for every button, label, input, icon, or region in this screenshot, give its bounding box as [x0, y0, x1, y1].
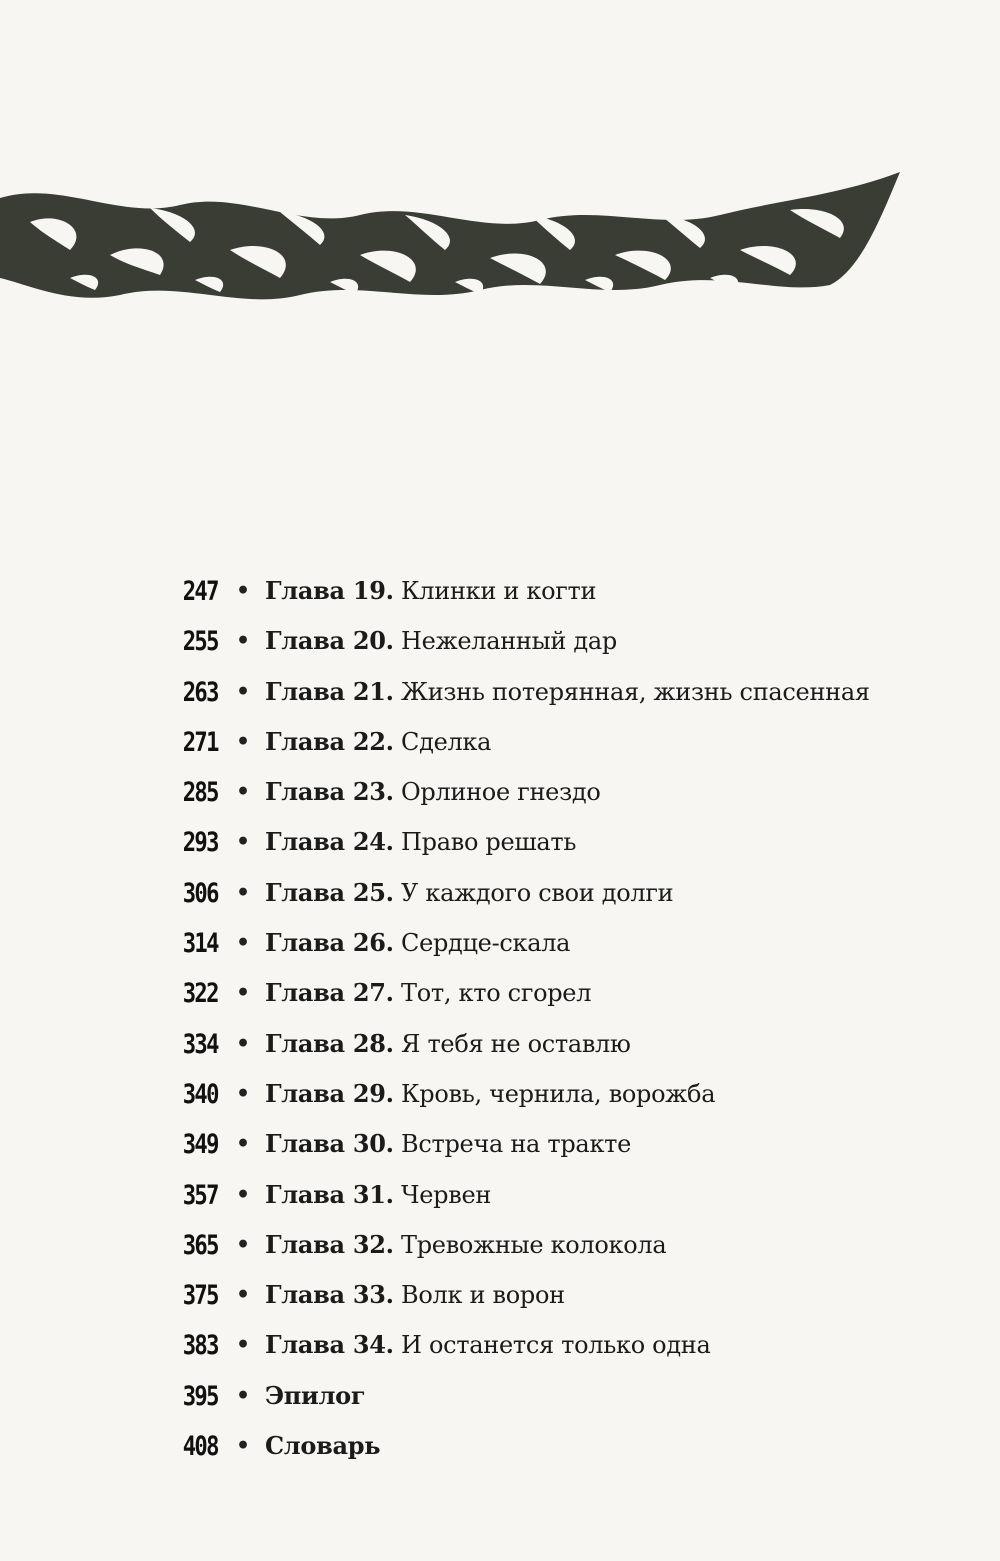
chapter-title: Тот, кто сгорел — [401, 979, 592, 1008]
bullet-separator: • — [236, 1181, 251, 1208]
toc-entry-text — [265, 1029, 631, 1058]
bullet-separator: • — [236, 980, 251, 1007]
bullet-separator: • — [236, 1382, 251, 1409]
page-number: 357 — [182, 1179, 218, 1211]
page-number: 314 — [182, 928, 218, 960]
bullet-separator: • — [236, 628, 251, 655]
bullet-separator: • — [236, 930, 251, 957]
page-number: 383 — [182, 1330, 218, 1362]
toc-entry-text — [265, 626, 617, 655]
chapter-title: Червен — [401, 1180, 492, 1209]
chapter-title: Орлиное гнездо — [401, 778, 601, 807]
page-number: 247 — [182, 576, 218, 607]
toc-entry-text — [265, 1230, 666, 1259]
toc-entry-text — [265, 1079, 715, 1108]
page-number: 408 — [182, 1431, 218, 1463]
chapter-label: Глава 22. — [265, 726, 394, 756]
toc-entry — [0, 568, 1000, 618]
toc-entry — [0, 1272, 1000, 1322]
toc-entry — [0, 1222, 1000, 1272]
toc-entry — [0, 1172, 1000, 1222]
toc-entry — [0, 819, 1000, 869]
bullet-separator: • — [236, 1231, 251, 1258]
chapter-label: Глава 28. — [265, 1028, 394, 1058]
page-number: 365 — [182, 1229, 218, 1261]
toc-entry-text — [265, 1431, 380, 1460]
page-number: 285 — [182, 777, 218, 809]
toc-entry-text — [265, 777, 600, 806]
chapter-title: У каждого свои долги — [401, 878, 674, 907]
page-number: 349 — [182, 1129, 218, 1161]
toc-entry-text — [265, 727, 491, 756]
toc-entry-text — [265, 1330, 711, 1359]
page-number: 263 — [182, 676, 218, 708]
toc-entry-text — [265, 1280, 565, 1309]
chapter-label: Глава 26. — [265, 928, 394, 958]
toc-entry — [0, 719, 1000, 769]
bullet-separator: • — [236, 1080, 251, 1107]
chapter-title: Сердце-скала — [401, 929, 571, 958]
toc-entry — [0, 870, 1000, 920]
bullet-separator: • — [236, 879, 251, 906]
toc-entry-text — [265, 1381, 365, 1410]
bullet-separator: • — [236, 578, 251, 604]
bullet-separator: • — [236, 1030, 251, 1057]
toc-entry — [0, 1373, 1000, 1423]
chapter-label: Глава 33. — [265, 1280, 394, 1310]
toc-entry-text — [265, 928, 570, 957]
toc-entry — [0, 1121, 1000, 1171]
chapter-title: Право решать — [401, 828, 577, 857]
bullet-separator: • — [236, 728, 251, 755]
toc-entry — [0, 1322, 1000, 1372]
toc-entry — [0, 669, 1000, 719]
toc-entry-text — [265, 677, 870, 706]
chapter-label: Глава 30. — [265, 1129, 394, 1159]
chapter-label: Глава 25. — [265, 877, 394, 907]
page-number: 334 — [182, 1028, 218, 1060]
page-number: 395 — [182, 1380, 218, 1412]
chapter-title: Нежеланный дар — [401, 627, 617, 656]
toc-entry-text — [265, 878, 673, 907]
chapter-title: Сделка — [401, 727, 492, 756]
chapter-label: Глава 27. — [265, 978, 394, 1008]
chapter-label: Глава 21. — [265, 676, 394, 706]
toc-entry — [0, 1423, 1000, 1473]
chapter-label: Словарь — [265, 1431, 381, 1461]
chapter-title: Волк и ворон — [401, 1281, 565, 1310]
chapter-title: Клинки и когти — [401, 577, 597, 605]
bullet-separator: • — [236, 1131, 251, 1158]
table-of-contents — [0, 568, 1000, 1473]
chapter-label: Глава 24. — [265, 827, 394, 857]
page-number: 271 — [182, 726, 218, 758]
page-number: 322 — [182, 978, 218, 1010]
chapter-label: Глава 32. — [265, 1229, 394, 1259]
page-number: 375 — [182, 1280, 218, 1312]
toc-entry-text — [265, 978, 591, 1007]
toc-entry-text — [265, 1180, 491, 1209]
toc-entry-text — [265, 576, 596, 605]
bullet-separator: • — [236, 1433, 251, 1460]
chapter-title: И останется только одна — [401, 1331, 711, 1360]
toc-entry — [0, 618, 1000, 668]
toc-entry — [0, 1021, 1000, 1071]
chapter-title: Кровь, чернила, ворожба — [401, 1079, 716, 1108]
bullet-separator: • — [236, 678, 251, 705]
chapter-label: Глава 34. — [265, 1330, 394, 1360]
bullet-separator: • — [236, 779, 251, 806]
chapter-label: Глава 29. — [265, 1078, 394, 1108]
page-number: 340 — [182, 1078, 218, 1110]
chapter-label: Глава 19. — [265, 576, 394, 605]
chapter-title: Встреча на тракте — [401, 1130, 632, 1159]
floral-ornament-band — [0, 160, 910, 310]
bullet-separator: • — [236, 1282, 251, 1309]
chapter-title: Жизнь потерянная, жизнь спасенная — [401, 677, 870, 706]
toc-entry — [0, 970, 1000, 1020]
bullet-separator: • — [236, 829, 251, 856]
page-number: 293 — [182, 827, 218, 859]
chapter-label: Глава 31. — [265, 1179, 394, 1209]
chapter-label: Глава 20. — [265, 626, 394, 656]
page-number: 255 — [182, 626, 218, 658]
toc-entry — [0, 1071, 1000, 1121]
bullet-separator: • — [236, 1332, 251, 1359]
toc-entry — [0, 920, 1000, 970]
toc-entry — [0, 769, 1000, 819]
page-number: 306 — [182, 877, 218, 909]
toc-entry-text — [265, 827, 576, 856]
chapter-label: Эпилог — [265, 1380, 366, 1410]
chapter-label: Глава 23. — [265, 777, 394, 807]
chapter-title: Тревожные колокола — [401, 1230, 667, 1259]
toc-entry-text — [265, 1129, 631, 1158]
chapter-title: Я тебя не оставлю — [401, 1029, 631, 1058]
